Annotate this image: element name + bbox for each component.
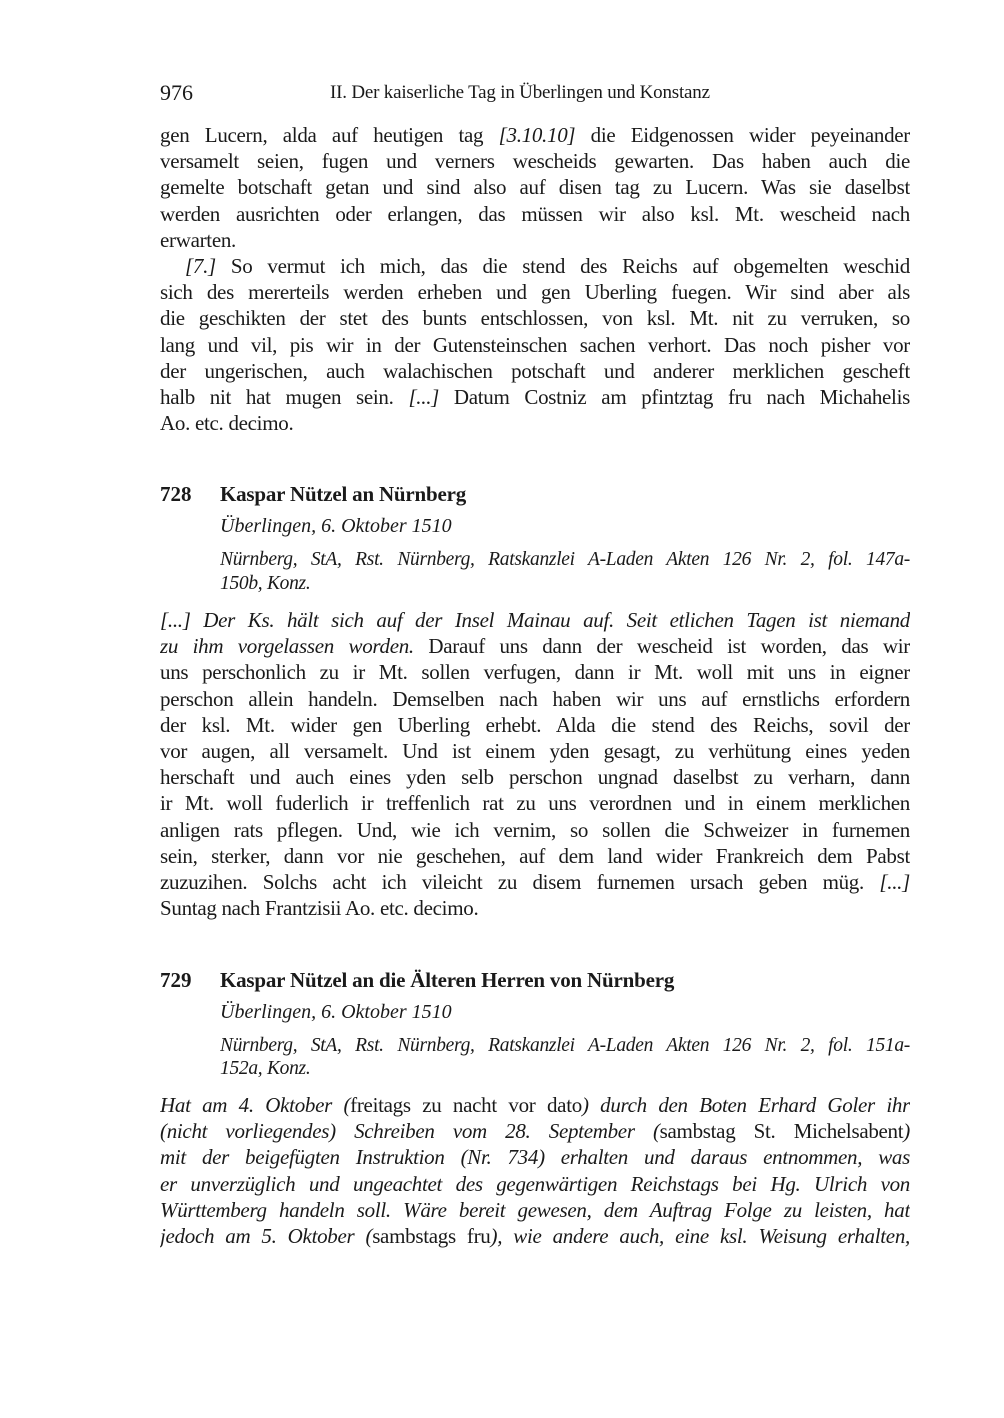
text-segment: sambstags fru (372, 1224, 491, 1248)
text-segment: herschaft und auch eines yden selb perschon ungnad daselbst zu verharn, dann (160, 765, 910, 790)
italic-text: Hat am 4. Oktober ( (160, 1093, 351, 1117)
text-line (160, 1144, 910, 1170)
text-line (160, 148, 910, 174)
text-segment: anligen rats pflegen. Und, wie ich vernim, so sollen die Schweizer in furnemen (160, 817, 910, 842)
text-segment: ir Mt. woll fuderlich ir treffenlich rat zu uns verordnen und in einem merklichen (160, 791, 910, 816)
italic-text: ) durch den Boten Erhard Goler ihr (581, 1093, 910, 1117)
italic-text: jedoch am 5. Oktober ( (160, 1224, 373, 1248)
text-segment: So vermut ich mich, das die stend des Reichs auf obgemelten weschid (215, 254, 910, 278)
text-segment: halb nit hat mugen sein. (160, 385, 409, 409)
entry-source: Nürnberg, StA, Rst. Nürnberg, Ratskanzlei A-Laden Akten 126 Nr. 2, fol. 151a- (220, 1035, 910, 1056)
text-segment: vor augen, all versamelt. Und ist einem yden gesagt, zu verhütung eines yeden (160, 739, 910, 763)
text-segment: gen Lucern, alda auf heutigen tag (160, 123, 499, 147)
italic-text: er unverzüglich und ungeachtet des gegenwärtigen Reichstags bei Hg. Ulrich von (160, 1171, 910, 1196)
text-line (160, 738, 910, 764)
text-segment: Datum Costniz am pfintztag fru nach Michahelis (439, 385, 910, 409)
text-segment: die Eidgenossen wider peyeinander (575, 123, 910, 147)
text-line (160, 895, 910, 921)
italic-text: zu ihm vorgelassen worden. (160, 634, 414, 659)
text-segment: freitags zu nacht vor dato (350, 1093, 582, 1117)
text-line (160, 659, 910, 685)
text-line (160, 332, 910, 358)
text-line (160, 633, 910, 659)
text-line (160, 790, 910, 816)
text-line (160, 174, 910, 200)
text-line (160, 869, 910, 895)
text-line (160, 279, 910, 305)
entry-title: Kaspar Nützel an Nürnberg (220, 482, 467, 506)
text-line (160, 607, 910, 633)
italic-text: ), wie andere auch, eine ksl. Weisung erhalten, (490, 1224, 910, 1248)
text-line (160, 305, 910, 331)
text-line (160, 227, 910, 253)
italic-text: Württemberg handeln soll. Wäre bereit gewesen, dem Auftrag Folge zu leisten, hat (160, 1197, 910, 1222)
page-number: 976 (160, 80, 193, 105)
text-line (160, 1171, 910, 1197)
text-line (160, 358, 910, 384)
italic-text: [3.10.10] (498, 123, 576, 147)
entry-source: 152a, Konz. (220, 1058, 311, 1079)
text-segment: perschon allein handeln. Demselben nach haben wir uns auf ernstlichs erfordern (160, 686, 910, 711)
text-line (160, 686, 910, 712)
text-segment: der ksl. Mt. wider gen Uberling erhebt. Alda die stend des Reichs, sovil der (160, 712, 910, 737)
text-line (160, 1223, 910, 1249)
italic-text: [...] Der Ks. hält sich auf der Insel Mainau auf. Seit etlichen Tagen ist niemand (160, 608, 910, 632)
entry-date: Überlingen, 6. Oktober 1510 (220, 515, 452, 537)
text-segment: der ungerischen, auch walachischen potschaft und anderer merklichen gescheft (160, 358, 910, 383)
text-line (185, 253, 910, 279)
text-segment: zuzuzihen. Solchs acht ich vileicht zu disem furnemen ursach geben müg. (160, 870, 880, 894)
text-line (160, 122, 910, 148)
text-line (160, 843, 910, 869)
entry-number: 729 (160, 968, 192, 992)
entry-source: 150b, Konz. (220, 573, 311, 594)
text-line (160, 817, 910, 843)
italic-text: [7.] (185, 254, 216, 278)
text-segment: Ao. etc. decimo. (160, 411, 294, 436)
italic-text: mit der beigefügten Instruktion (Nr. 734) erhalten und daraus entnommen, was (160, 1145, 910, 1170)
text-segment: versamelt seien, fugen und verners wescheids gewarten. Das haben auch die (160, 149, 910, 174)
text-segment: die geschikten der stet des bunts entschlossen, von ksl. Mt. nit zu verruken, so (160, 306, 910, 331)
entry-title: Kaspar Nützel an die Älteren Herren von Nürnberg (220, 968, 675, 992)
entry-source: Nürnberg, StA, Rst. Nürnberg, Ratskanzlei A-Laden Akten 126 Nr. 2, fol. 147a- (220, 549, 910, 570)
text-line (160, 764, 910, 790)
text-segment: uns perschonlich zu ir Mt. sollen verfugen, dann ir Mt. woll mit uns in eigner (160, 660, 910, 685)
text-line (160, 410, 910, 436)
text-line (160, 1197, 910, 1223)
text-segment: sein, sterker, dann vor nie geschehen, auf dem land wider Frankreich dem Pabst (160, 843, 910, 868)
text-segment: Darauf uns dann der wescheid ist worden, das wir (413, 634, 910, 659)
text-segment: lang und vil, pis wir in der Gutensteinschen sachen verhort. Das noch pisher vor (160, 332, 910, 357)
italic-text: (nicht vorliegendes) Schreiben vom 28. September ( (160, 1119, 660, 1144)
text-line (160, 1118, 910, 1144)
text-line (160, 201, 910, 227)
italic-text: [...] (408, 385, 440, 409)
text-line (160, 712, 910, 738)
text-segment: sambstag St. Michelsabent (659, 1119, 904, 1144)
running-head: II. Der kaiserliche Tag in Überlingen und Konstanz (330, 82, 710, 103)
text-segment: Suntag nach Frantzisii Ao. etc. decimo. (160, 896, 479, 921)
italic-text: [...] (879, 870, 910, 894)
text-segment: sich des mererteils werden erheben und gen Uberling fuegen. Wir sind aber als (160, 280, 910, 305)
entry-date: Überlingen, 6. Oktober 1510 (220, 1001, 452, 1023)
text-line (160, 1092, 910, 1118)
text-segment: gemelte botschaft getan und sind also auf disen tag zu Lucern. Was sie daselbst (160, 175, 910, 200)
entry-number: 728 (160, 482, 192, 506)
text-segment: erwarten. (160, 227, 236, 252)
italic-text: ) (903, 1119, 910, 1144)
text-segment: werden ausrichten oder erlangen, das müssen wir also ksl. Mt. wescheid nach (160, 201, 910, 226)
text-line (160, 384, 910, 410)
